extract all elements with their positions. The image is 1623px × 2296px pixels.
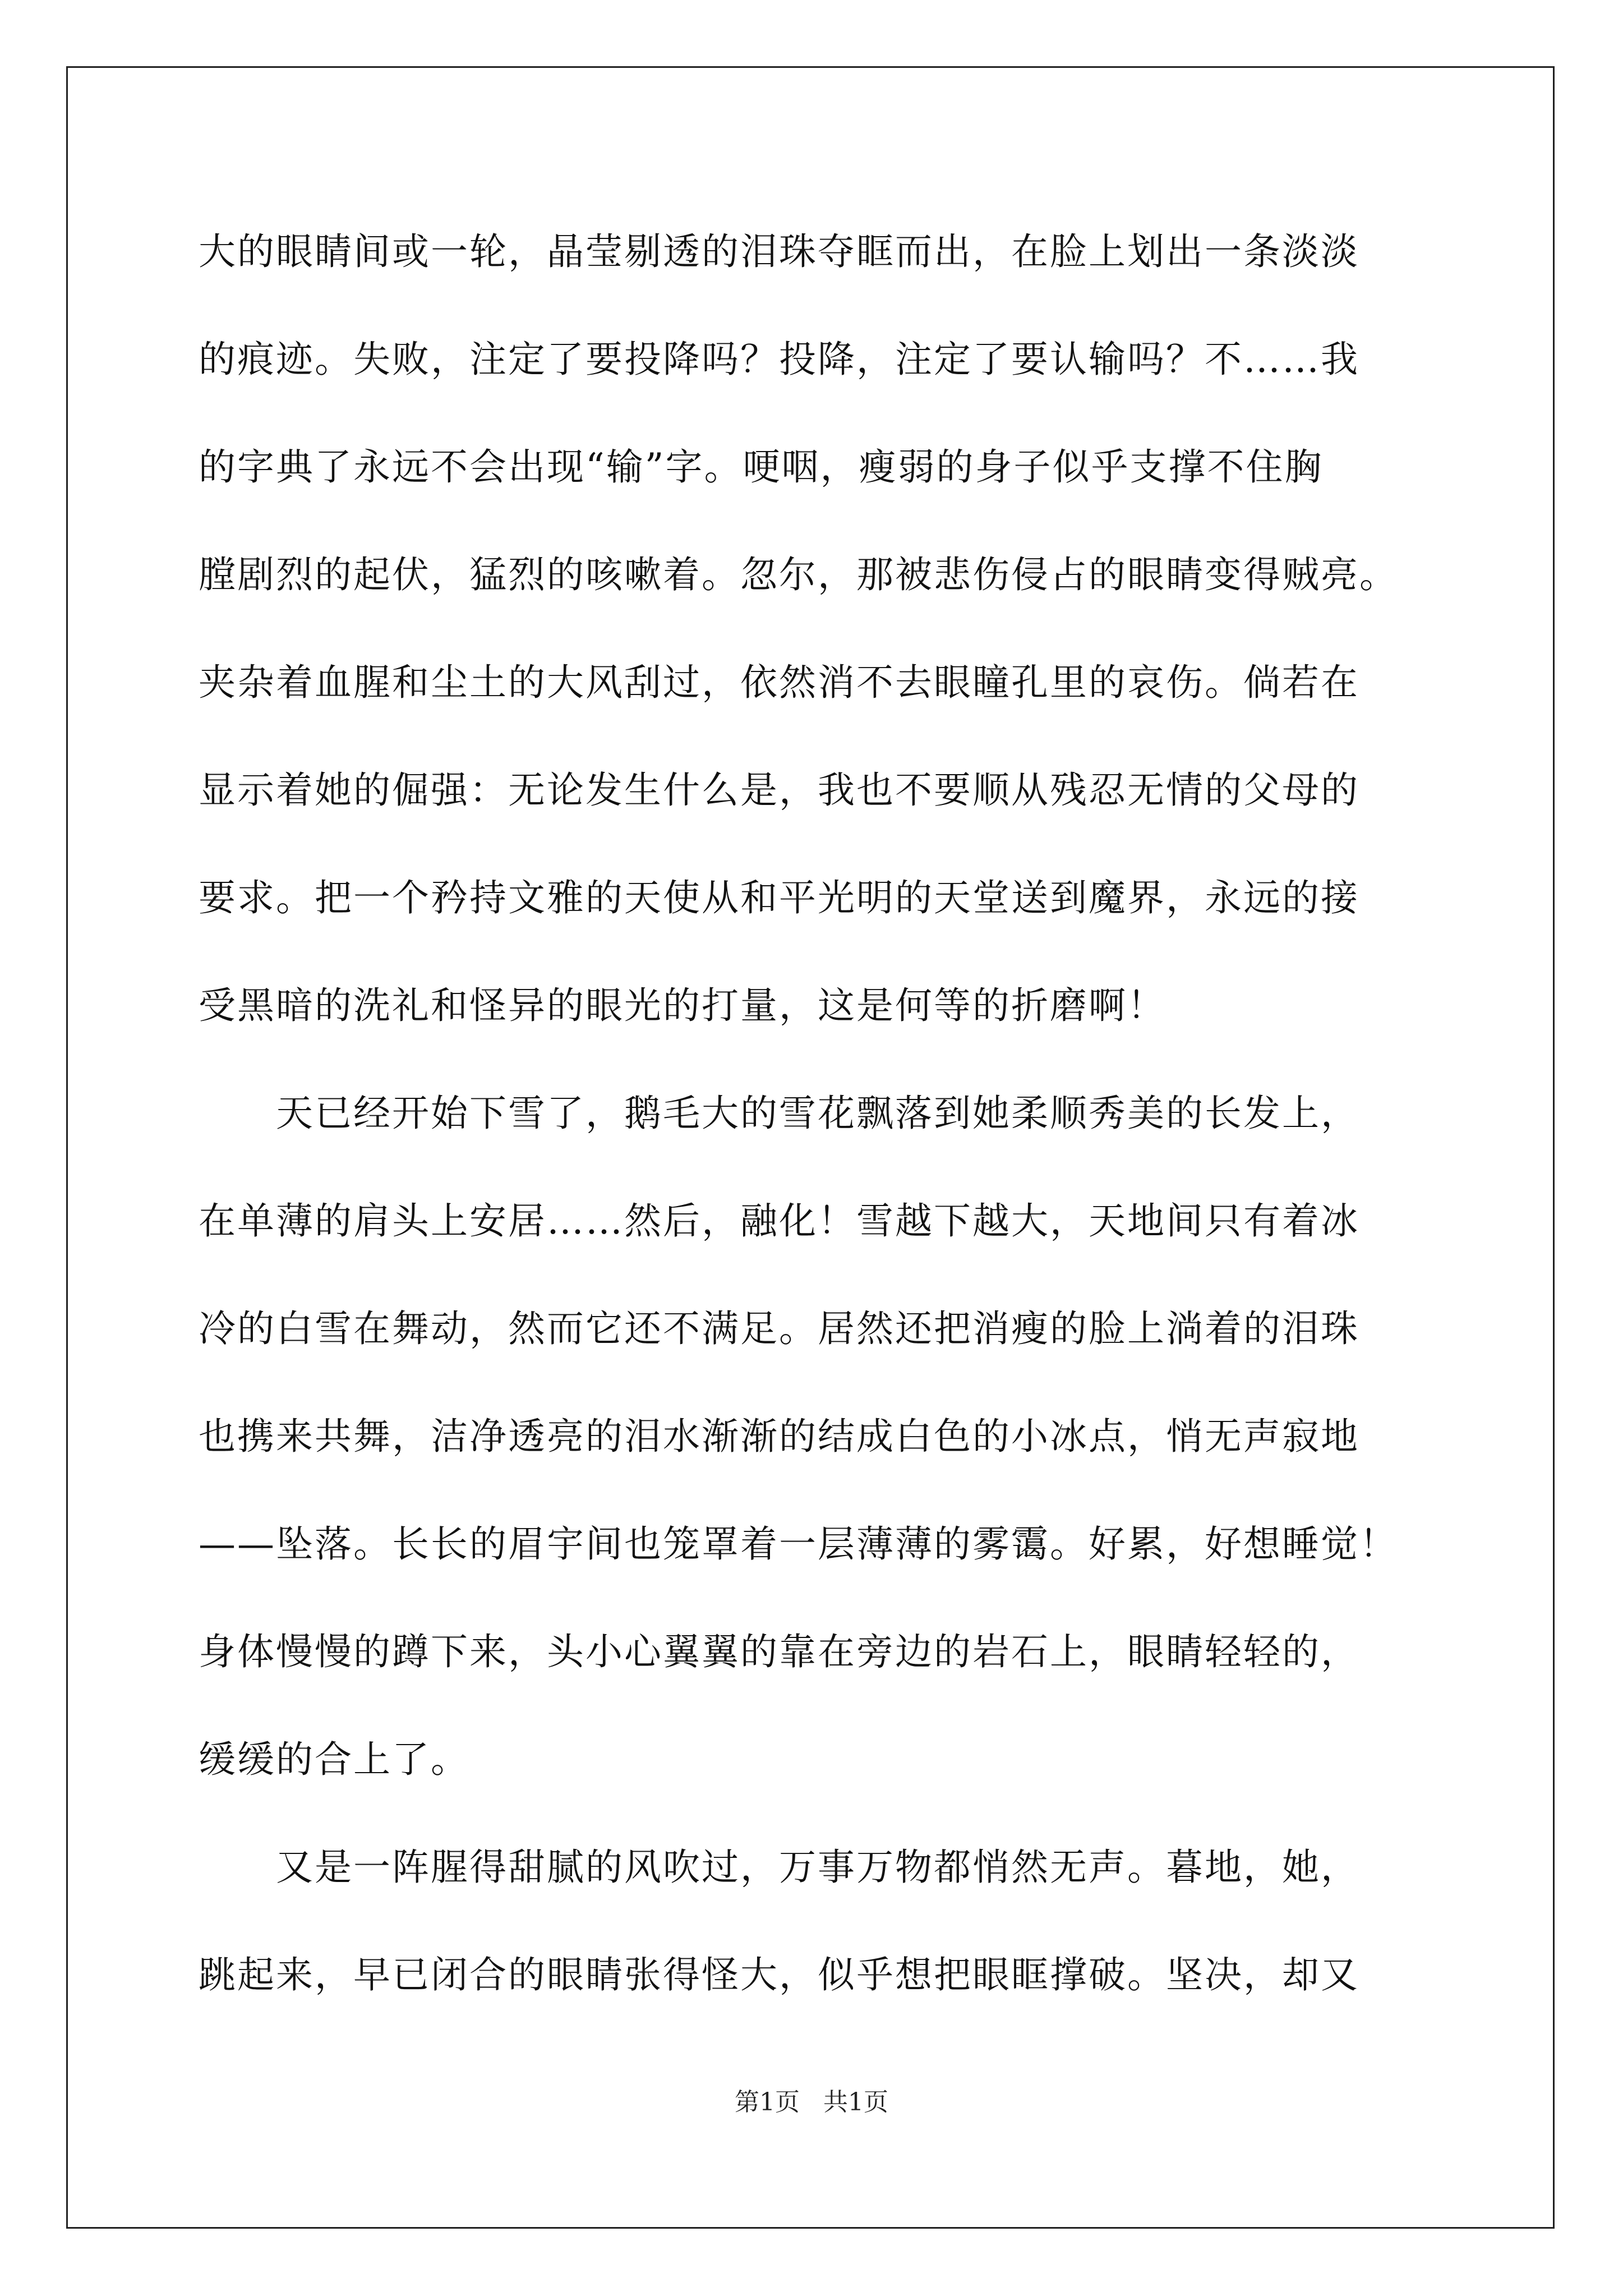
page-number: 第1页 [735,2088,800,2116]
text-line: 冷的白雪在舞动，然而它还不满足。居然还把消瘦的脸上淌着的泪珠 [199,1307,1359,1350]
text-line: 又是一阵腥得甜腻的风吹过，万事万物都悄然无声。暮地，她， [199,1846,1359,1889]
text-line: 缓缓的合上了。 [199,1738,469,1781]
text-line: 跳起来，早已闭合的眼睛张得怪大，似乎想把眼眶撑破。坚决，却又 [199,1953,1359,1996]
text-line: 要求。把一个矜持文雅的天使从和平光明的天堂送到魔界，永远的接 [199,876,1359,919]
text-line: 在单薄的肩头上安居……然后，融化！雪越下越大，天地间只有着冰 [199,1199,1359,1243]
page-footer [0,2086,1623,2119]
text-line: 的字典了永远不会出现“输”字。哽咽，瘦弱的身子似乎支撑不住胸 [199,445,1324,489]
text-line: 显示着她的倔强：无论发生什么是，我也不要顺从残忍无情的父母的 [199,769,1359,812]
text-line: 受黑暗的洗礼和怪异的眼光的打量，这是何等的折磨啊！ [199,984,1166,1027]
page-total: 共1页 [823,2088,888,2116]
text-line: 天已经开始下雪了，鹅毛大的雪花飘落到她柔顺秀美的长发上， [199,1092,1359,1135]
text-line: 夹杂着血腥和尘土的大风刮过，依然消不去眼瞳孔里的哀伤。倘若在 [199,661,1359,704]
text-line: 膛剧烈的起伏，猛烈的咳嗽着。忽尔，那被悲伤侵占的眼睛变得贼亮。 [199,553,1398,596]
page-border [66,66,1555,2229]
text-line: ——坠落。长长的眉宇间也笼罩着一层薄薄的雾霭。好累，好想睡觉！ [199,1522,1398,1566]
text-line: 也携来共舞，洁净透亮的泪水渐渐的结成白色的小冰点，悄无声寂地 [199,1415,1359,1458]
text-line: 大的眼睛间或一轮，晶莹剔透的泪珠夺眶而出，在脸上划出一条淡淡 [199,230,1359,273]
text-line: 的痕迹。失败，注定了要投降吗？投降，注定了要认输吗？不……我 [199,338,1359,381]
text-line: 身体慢慢的蹲下来，头小心翼翼的靠在旁边的岩石上，眼睛轻轻的， [199,1630,1359,1673]
